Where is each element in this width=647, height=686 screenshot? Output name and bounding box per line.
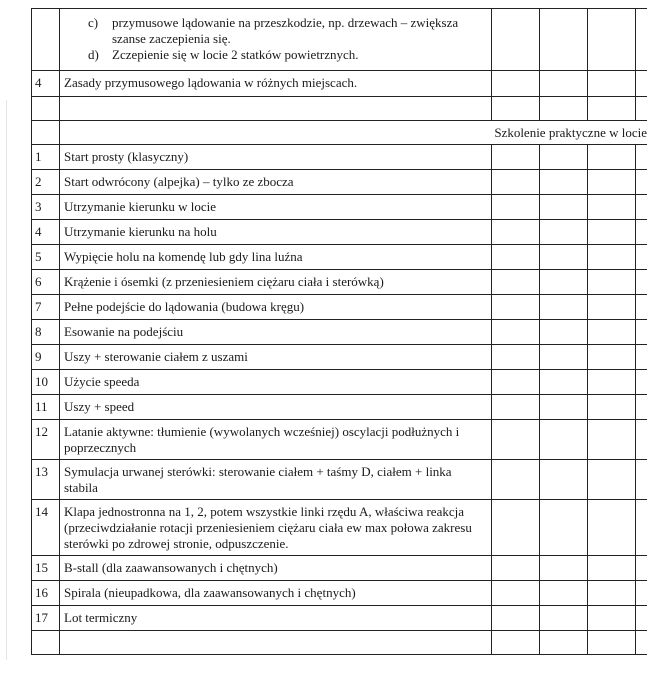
check-cell xyxy=(588,145,636,170)
check-cell xyxy=(588,556,636,581)
check-cell xyxy=(492,631,540,655)
table-row xyxy=(32,631,647,655)
check-cell xyxy=(588,395,636,420)
check-cell xyxy=(540,295,588,320)
check-cell xyxy=(540,606,588,631)
check-cell xyxy=(540,9,588,71)
check-cell xyxy=(492,245,540,270)
check-cell xyxy=(540,145,588,170)
check-cell xyxy=(588,270,636,295)
check-cell xyxy=(540,460,588,500)
check-cell xyxy=(492,500,540,556)
table-row xyxy=(32,270,647,295)
item-label: d) xyxy=(88,47,99,62)
check-cell xyxy=(636,220,647,245)
check-cell xyxy=(636,556,647,581)
num-cell: 12 xyxy=(32,420,60,460)
table-row xyxy=(32,170,647,195)
table-row xyxy=(32,9,647,71)
check-cell xyxy=(492,420,540,460)
num-cell: 4 xyxy=(32,220,60,245)
check-cell xyxy=(588,420,636,460)
check-cell xyxy=(540,220,588,245)
check-cell xyxy=(492,220,540,245)
table-row xyxy=(32,195,647,220)
check-cell xyxy=(636,395,647,420)
check-cell xyxy=(636,145,647,170)
num-cell: 10 xyxy=(32,370,60,395)
text-cell xyxy=(60,631,492,655)
text-cell: Uszy + sterowanie ciałem z uszami xyxy=(60,345,492,370)
check-cell xyxy=(636,370,647,395)
check-cell xyxy=(540,500,588,556)
num-cell: 4 xyxy=(32,71,60,97)
table-row xyxy=(32,145,647,170)
table-row xyxy=(32,500,647,556)
check-cell xyxy=(636,460,647,500)
check-cell xyxy=(540,320,588,345)
check-cell xyxy=(492,395,540,420)
num-cell: 1 xyxy=(32,145,60,170)
num-cell: 2 xyxy=(32,170,60,195)
check-cell xyxy=(540,245,588,270)
check-cell xyxy=(492,145,540,170)
check-cell xyxy=(588,9,636,71)
num-cell: 9 xyxy=(32,345,60,370)
item-label: c) xyxy=(88,15,99,30)
check-cell xyxy=(492,345,540,370)
check-cell xyxy=(636,270,647,295)
check-cell xyxy=(636,9,647,71)
check-cell xyxy=(540,370,588,395)
check-cell xyxy=(588,370,636,395)
check-cell xyxy=(636,581,647,606)
text-cell xyxy=(60,97,492,121)
check-cell xyxy=(636,97,647,121)
table-row xyxy=(32,370,647,395)
training-table xyxy=(31,8,647,655)
check-cell xyxy=(588,581,636,606)
num-cell xyxy=(32,97,60,121)
text-cell: Spirala (nieupadkowa, dla zaawansowanych i chętnych) xyxy=(60,581,492,606)
check-cell xyxy=(540,71,588,97)
check-cell xyxy=(540,270,588,295)
check-cell xyxy=(588,320,636,345)
check-cell xyxy=(636,295,647,320)
table-row xyxy=(32,460,647,500)
check-cell xyxy=(636,195,647,220)
table-row xyxy=(32,581,647,606)
check-cell xyxy=(588,195,636,220)
num-cell: 3 xyxy=(32,195,60,220)
check-cell xyxy=(588,631,636,655)
item-text: przymusowe lądowanie na przeszkodzie, np. drzewach – zwiększa szanse zaczepienia się. xyxy=(112,15,459,46)
check-cell xyxy=(492,270,540,295)
table-row xyxy=(32,295,647,320)
table-row xyxy=(32,345,647,370)
check-cell xyxy=(588,71,636,97)
check-cell xyxy=(540,631,588,655)
check-cell xyxy=(492,460,540,500)
check-cell xyxy=(540,581,588,606)
check-cell xyxy=(492,556,540,581)
check-cell xyxy=(636,170,647,195)
text-cell: Start odwrócony (alpejka) – tylko ze zbocza xyxy=(60,170,492,195)
check-cell xyxy=(540,195,588,220)
check-cell xyxy=(492,370,540,395)
check-cell xyxy=(636,245,647,270)
check-cell xyxy=(540,395,588,420)
check-cell xyxy=(492,71,540,97)
text-cell: Start prosty (klasyczny) xyxy=(60,145,492,170)
check-cell xyxy=(588,295,636,320)
check-cell xyxy=(492,97,540,121)
check-cell xyxy=(492,606,540,631)
num-cell: 8 xyxy=(32,320,60,345)
text-cell: Pełne podejście do lądowania (budowa kręgu) xyxy=(60,295,492,320)
check-cell xyxy=(492,320,540,345)
check-cell xyxy=(636,345,647,370)
check-cell xyxy=(540,97,588,121)
check-cell xyxy=(588,460,636,500)
table-row xyxy=(32,606,647,631)
check-cell xyxy=(636,606,647,631)
text-cell: B-stall (dla zaawansowanych i chętnych) xyxy=(60,556,492,581)
check-cell xyxy=(588,245,636,270)
text-cell: Lot termiczny xyxy=(60,606,492,631)
check-cell xyxy=(492,195,540,220)
table-row xyxy=(32,420,647,460)
table-row xyxy=(32,395,647,420)
text-cell: Latanie aktywne: tłumienie (wywolanych wcześniej) oscylacji podłużnych i poprzecznych xyxy=(60,420,492,460)
num-cell: 5 xyxy=(32,245,60,270)
num-cell: 14 xyxy=(32,500,60,556)
table-row xyxy=(32,245,647,270)
check-cell xyxy=(588,97,636,121)
text-cell xyxy=(60,9,492,71)
check-cell xyxy=(588,500,636,556)
num-cell: 16 xyxy=(32,581,60,606)
check-cell xyxy=(588,220,636,245)
check-cell xyxy=(636,320,647,345)
num-cell: 7 xyxy=(32,295,60,320)
check-cell xyxy=(636,500,647,556)
section-heading-row xyxy=(32,121,647,145)
text-cell: Utrzymanie kierunku na holu xyxy=(60,220,492,245)
list-item xyxy=(88,47,487,63)
check-cell xyxy=(636,71,647,97)
check-cell xyxy=(540,556,588,581)
text-cell: Klapa jednostronna na 1, 2, potem wszystkie linki rzędu A, właściwa reakcja (przeciwdziałanie rotacji przeniesieniem ciężaru ciała ew max połowa zakresu sterówki po zdrowej stronie, odpuszczenie. xyxy=(60,500,492,556)
check-cell xyxy=(492,9,540,71)
num-cell: 11 xyxy=(32,395,60,420)
table-row xyxy=(32,220,647,245)
check-cell xyxy=(540,420,588,460)
text-cell: Esowanie na podejściu xyxy=(60,320,492,345)
num-cell xyxy=(32,121,60,145)
num-cell: 15 xyxy=(32,556,60,581)
text-cell: Uszy + speed xyxy=(60,395,492,420)
text-cell: Wypięcie holu na komendę lub gdy lina luźna xyxy=(60,245,492,270)
check-cell xyxy=(540,345,588,370)
list-item xyxy=(88,15,487,47)
check-cell xyxy=(492,581,540,606)
check-cell xyxy=(636,631,647,655)
num-cell xyxy=(32,9,60,71)
check-cell xyxy=(540,170,588,195)
table-row xyxy=(32,71,647,97)
text-cell: Krążenie i ósemki (z przeniesieniem ciężaru ciała i sterówką) xyxy=(60,270,492,295)
check-cell xyxy=(588,606,636,631)
num-cell xyxy=(32,631,60,655)
table-row xyxy=(32,97,647,121)
text-cell: Symulacja urwanej sterówki: sterowanie ciałem + taśmy D, ciałem + linka stabila xyxy=(60,460,492,500)
num-cell: 6 xyxy=(32,270,60,295)
table-row xyxy=(32,556,647,581)
section-heading: Szkolenie praktyczne w locie xyxy=(60,121,647,145)
check-cell xyxy=(588,170,636,195)
text-cell: Użycie speeda xyxy=(60,370,492,395)
text-cell: Utrzymanie kierunku w locie xyxy=(60,195,492,220)
check-cell xyxy=(636,420,647,460)
table-row xyxy=(32,320,647,345)
text-cell: Zasady przymusowego lądowania w różnych miejscach. xyxy=(60,71,492,97)
item-text: Zczepienie się w locie 2 statków powietrznych. xyxy=(112,47,359,62)
num-cell: 13 xyxy=(32,460,60,500)
check-cell xyxy=(588,345,636,370)
num-cell: 17 xyxy=(32,606,60,631)
check-cell xyxy=(492,295,540,320)
check-cell xyxy=(492,170,540,195)
margin-guide xyxy=(6,100,7,660)
